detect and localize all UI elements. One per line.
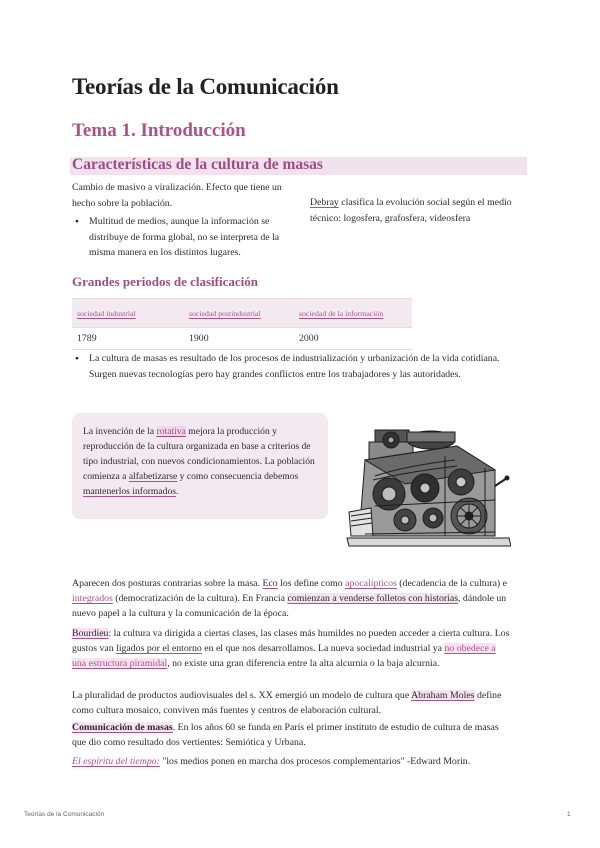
integrados-mark: integrados bbox=[72, 593, 113, 605]
piramidal-highlight: no obedece a una estructura piramidal bbox=[72, 643, 496, 670]
debray-text: clasifica la evolución social según el medio técnico: logosfera, grafosfera, videosfera bbox=[310, 197, 512, 224]
intro-text: Cambio de masivo a viralización. Efecto que tiene un hecho sobre la población. bbox=[72, 182, 282, 209]
printing-press-illustration bbox=[345, 416, 511, 552]
para-text: La pluralidad de productos audiovisuales del s. XX emergió un modelo de cultura que bbox=[72, 690, 412, 701]
periods-heading: Grandes periodos de clasificación bbox=[72, 274, 258, 289]
para-text: "los medios ponen en marcha dos procesos complementarios" -Edward Morin. bbox=[159, 756, 471, 767]
section-heading: Características de la cultura de masas bbox=[72, 156, 323, 173]
bourdieu-paragraph bbox=[72, 626, 512, 672]
periods-table bbox=[72, 298, 412, 350]
alfabetizarse-mark: alfabetizarse bbox=[128, 471, 178, 482]
apocalipticos-mark: apocalípticos bbox=[345, 578, 397, 589]
callout-text: y como consecuencia debemos bbox=[177, 471, 299, 482]
table-header-row bbox=[72, 299, 412, 328]
debray-block bbox=[310, 195, 530, 226]
para-text: , no existe una gran diferencia entre la alta alcurnia o la baja alcurnia. bbox=[167, 658, 440, 670]
bourdieu-highlight: Bourdieu bbox=[72, 628, 109, 639]
rotativa-highlight: rotativa bbox=[156, 426, 186, 437]
espiritu-mark: El espíritu del tiempo: bbox=[72, 756, 160, 767]
table-header-cell: sociedad de la información bbox=[294, 299, 412, 328]
moles-highlight: Abraham Moles bbox=[411, 690, 475, 701]
footer-title: Teorías de la Comunicación bbox=[24, 811, 105, 818]
intro-bullet: ● Multitud de medios, aunque la información se distribuye de forma global, no se interpreta de la misma manera en los distintos lugares. bbox=[72, 214, 304, 261]
moles-paragraph bbox=[72, 688, 512, 718]
para-text: define como cultura mosaico, conviven más fuentes y centros de elaboración cultural. bbox=[72, 690, 502, 717]
table-cell: 2000 bbox=[294, 328, 412, 350]
callout-text: . bbox=[175, 486, 179, 497]
posturas-paragraph bbox=[72, 576, 512, 622]
press-base bbox=[347, 538, 511, 546]
para-text: (democratización de la cultura). En Francia bbox=[112, 593, 288, 605]
table-row bbox=[72, 328, 412, 350]
rotativa-callout-text bbox=[83, 424, 319, 499]
mantenerlos-mark: mantenerlos informados bbox=[83, 486, 176, 497]
table-header-cell: sociedad industrial bbox=[72, 299, 184, 328]
para-text: (decadencia de la cultura) e bbox=[396, 578, 507, 589]
para-text: Aparecen dos posturas contrarias sobre la masa. bbox=[72, 578, 263, 589]
table-header-cell: sociedad postindustrial bbox=[184, 299, 294, 328]
industrialization-bullet: ● La cultura de masas es resultado de los procesos de industrialización y urbanización de la vida cotidiana. Surgen nuevas tecnologías pero hay grandes conflictos entre los trabajadores y las autoridades. bbox=[72, 351, 512, 382]
folletos-highlight: comienzan a venderse folletos con historias bbox=[287, 593, 459, 605]
table-cell: 1900 bbox=[184, 328, 294, 350]
comunicacion-highlight: Comunicación de masas bbox=[72, 722, 173, 733]
rotary-press-image bbox=[345, 416, 511, 552]
eco-mark: Eco bbox=[262, 578, 278, 589]
para-text: , dándole un nuevo papel a la cultura y la comunicación de la época. bbox=[72, 593, 507, 620]
para-text: los define como bbox=[277, 578, 346, 589]
page-number: 1 bbox=[567, 811, 571, 818]
espiritu-paragraph bbox=[72, 754, 512, 769]
para-text: . En los años 60 se funda en París el primer instituto de estudio de cultura de masas que dio como resultado dos vertientes: Semiótica y Urbana. bbox=[72, 722, 499, 749]
callout-text: mejora la producción y reproducción de la cultura organizada en base a criterios de tipo industrial, con nuevos condicionamientos. La población comienza a bbox=[83, 426, 315, 482]
para-text: en el que nos desarrollamos. La nueva sociedad industrial ya bbox=[201, 643, 445, 655]
table-cell: 1789 bbox=[72, 328, 184, 350]
para-text: : la cultura va dirigida a ciertas clases, las clases más humildes no pueden acceder a cierta cultura. Los gustos van bbox=[72, 628, 510, 655]
industrialization-block bbox=[72, 351, 512, 382]
debray-name: Debray bbox=[310, 197, 339, 208]
callout-text: La invención de la bbox=[83, 426, 157, 437]
comunicacion-paragraph bbox=[72, 720, 512, 750]
tema-heading: Tema 1. Introducción bbox=[72, 120, 246, 141]
ligados-mark: ligados por el entorno bbox=[116, 643, 202, 655]
page-title: Teorías de la Comunicación bbox=[72, 74, 339, 99]
intro-block bbox=[72, 180, 304, 261]
